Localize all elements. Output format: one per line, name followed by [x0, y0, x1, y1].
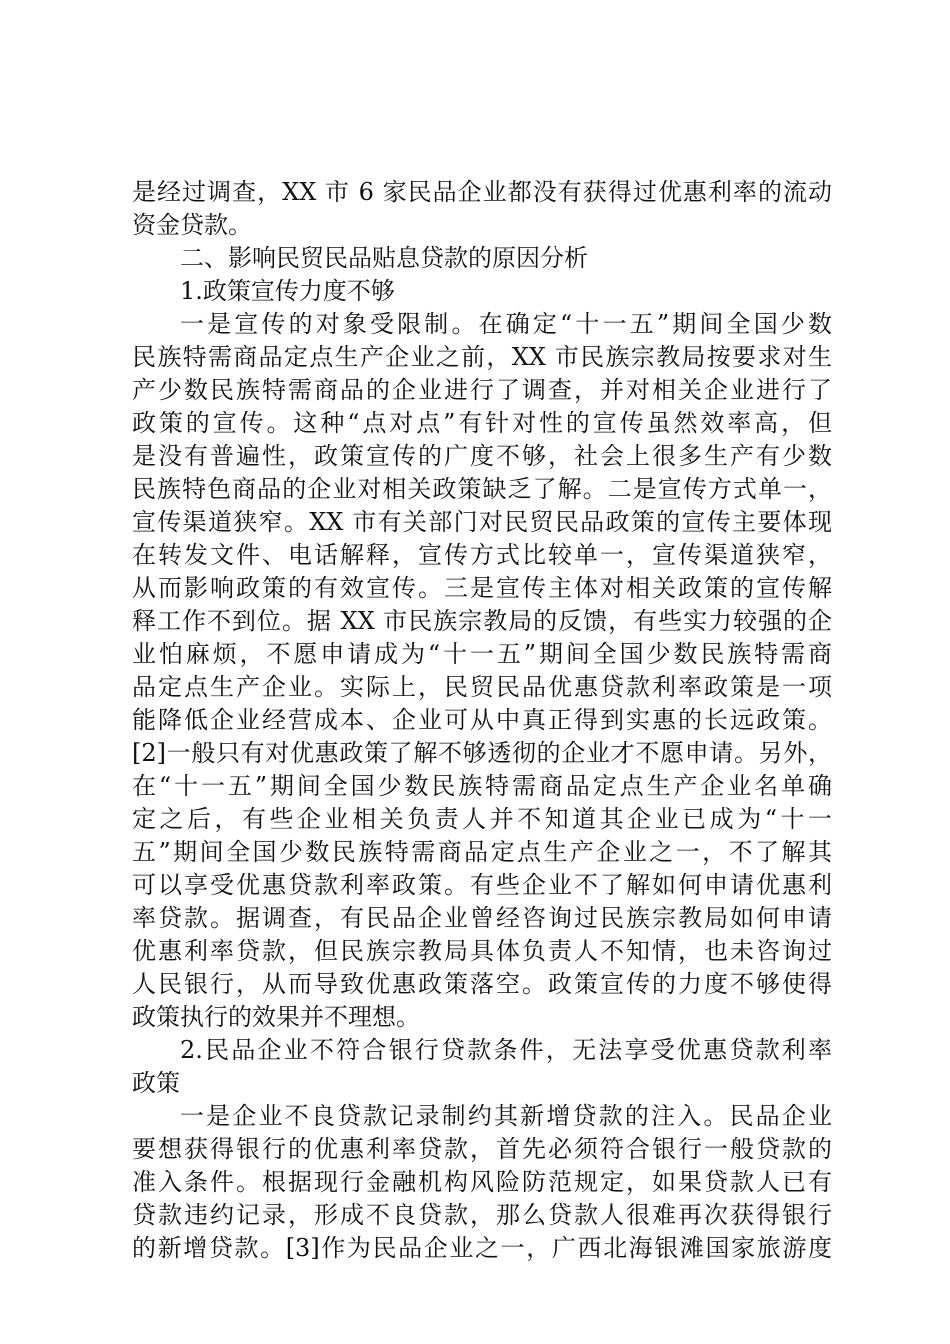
text-line: 品定点生产企业。实际上，民贸民品优惠贷款利率政策是一项	[132, 673, 832, 701]
text-line: 准入条件。根据现行金融机构风险防范规定，如果贷款人已有	[132, 1168, 832, 1196]
subsection-heading-continued: 政策	[132, 1069, 180, 1097]
text-line: 民族特色商品的企业对相关政策缺乏了解。二是宣传方式单一，	[132, 475, 832, 503]
text-line: 优惠利率贷款，但民族宗教局具体负责人不知情，也未咨询过	[132, 937, 832, 965]
text-line: 能降低企业经营成本、企业可从中真正得到实惠的长远政策。	[132, 706, 832, 734]
text-line: 率贷款。据调查，有民品企业曾经咨询过民族宗教局如何申请	[132, 904, 832, 932]
subsection-heading: 1.政策宣传力度不够	[180, 277, 395, 305]
text-line: 政策执行的效果并不理想。	[132, 1003, 420, 1031]
text-line: [2]一般只有对优惠政策了解不够透彻的企业才不愿申请。另外，	[132, 739, 832, 767]
text-line: 产少数民族特需商品的企业进行了调查，并对相关企业进行了	[132, 376, 832, 404]
text-line: 民族特需商品定点生产企业之前，XX 市民族宗教局按要求对生	[132, 343, 832, 371]
text-line: 从而影响政策的有效宣传。三是宣传主体对相关政策的宣传解	[132, 574, 832, 602]
document-body	[132, 176, 832, 1265]
text-line: 政策的宣传。这种“点对点”有针对性的宣传虽然效率高，但	[132, 409, 832, 437]
text-line: 宣传渠道狭窄。XX 市有关部门对民贸民品政策的宣传主要体现	[132, 508, 832, 536]
text-line: 是没有普遍性，政策宣传的广度不够，社会上很多生产有少数	[132, 442, 832, 470]
text-line: 的新增贷款。[3]作为民品企业之一，广西北海银滩国家旅游度	[132, 1234, 832, 1262]
section-heading: 二、影响民贸民品贴息贷款的原因分析	[180, 244, 588, 272]
text-line: 定之后，有些企业相关负责人并不知道其企业已成为“十一	[132, 805, 832, 833]
text-line: 在“十一五”期间全国少数民族特需商品定点生产企业名单确	[132, 772, 832, 800]
text-line: 可以享受优惠贷款利率政策。有些企业不了解如何申请优惠利	[132, 871, 832, 899]
text-line: 五”期间全国少数民族特需商品定点生产企业之一，不了解其	[132, 838, 832, 866]
subsection-heading: 2.民品企业不符合银行贷款条件，无法享受优惠贷款利率	[180, 1036, 832, 1064]
text-line: 业怕麻烦，不愿申请成为“十一五”期间全国少数民族特需商	[132, 640, 832, 668]
text-line: 资金贷款。	[132, 211, 252, 239]
text-line: 人民银行，从而导致优惠政策落空。政策宣传的力度不够使得	[132, 970, 832, 998]
text-line: 一是宣传的对象受限制。在确定“十一五”期间全国少数	[180, 310, 832, 338]
text-line: 是经过调查，XX 市 6 家民品企业都没有获得过优惠利率的流动	[132, 178, 832, 206]
text-line: 释工作不到位。据 XX 市民族宗教局的反馈，有些实力较强的企	[132, 607, 832, 635]
text-line: 要想获得银行的优惠利率贷款，首先必须符合银行一般贷款的	[132, 1135, 832, 1163]
text-line: 在转发文件、电话解释，宣传方式比较单一，宣传渠道狭窄，	[132, 541, 832, 569]
text-line: 贷款违约记录，形成不良贷款，那么贷款人很难再次获得银行	[132, 1201, 832, 1229]
text-line: 一是企业不良贷款记录制约其新增贷款的注入。民品企业	[180, 1102, 832, 1130]
